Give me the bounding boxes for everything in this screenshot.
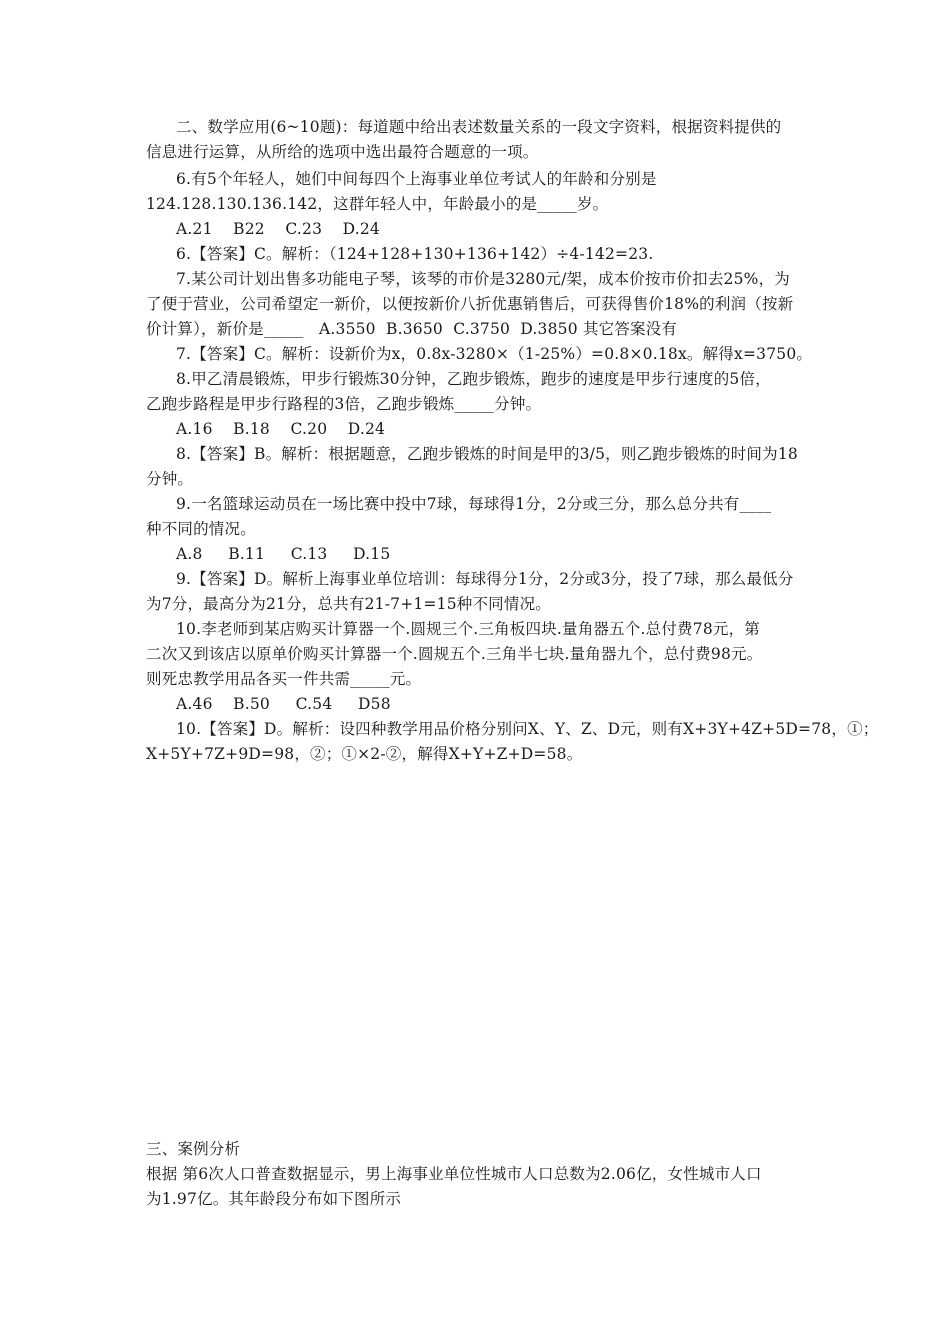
section2-heading-line2: 信息进行运算，从所给的选项中选出最符合题意的一项。 [146, 143, 539, 161]
q10-text-line3: 则死忠教学用品各买一件共需_____元。 [146, 670, 422, 688]
q6-text-line1: 6.有5个年轻人，她们中间每四个上海事业单位考试人的年龄和分别是 [176, 170, 657, 188]
q10-answer-line2: X+5Y+7Z+9D=98，②；①×2-②，解得X+Y+Z+D=58。 [146, 745, 583, 763]
q6-answer: 6.【答案】C。解析：（124+128+130+136+142）÷4-142=23. [176, 245, 654, 263]
q8-answer-line1: 8.【答案】B。解析：根据题意，乙跑步锻炼的时间是甲的3/5，则乙跑步锻炼的时间为18 [176, 445, 798, 463]
q8-answer-line2: 分钟。 [146, 470, 194, 488]
q8-text-line1: 8.甲乙清晨锻炼，甲步行锻炼30分钟，乙跑步锻炼，跑步的速度是甲步行速度的5倍， [176, 370, 771, 388]
section3-text-line2: 为1.97亿。其年龄段分布如下图所示 [146, 1190, 402, 1208]
q10-answer-line1: 10.【答案】D。解析：设四种教学用品价格分别问X、Y、Z、D元，则有X+3Y+4Z+5D=78，①； [176, 720, 879, 738]
q9-answer-line2: 为7分，最高分为21分，总共有21-7+1=15种不同情况。 [146, 595, 551, 613]
q7-text-line2: 了便于营业，公司希望定一新价，以便按新价八折优惠销售后，可获得售价18%的利润（按新 [146, 295, 794, 313]
q9-answer-line1: 9.【答案】D。解析上海事业单位培训：每球得分1分，2分或3分，投了7球，那么最低分 [176, 570, 794, 588]
q9-options: A.8 B.11 C.13 D.15 [176, 545, 391, 563]
q8-text-line2: 乙跑步路程是甲步行路程的3倍，乙跑步锻炼_____分钟。 [146, 395, 542, 413]
q6-options: A.21 B22 C.23 D.24 [176, 220, 380, 238]
q10-options: A.46 B.50 C.54 D58 [176, 695, 391, 713]
q6-text-line2: 124.128.130.136.142，这群年轻人中，年龄最小的是_____岁。 [146, 195, 609, 213]
q7-answer: 7.【答案】C。解析：设新价为x，0.8x-3280×（1-25%）=0.8×0.18x。解得x=3750。 [176, 345, 813, 363]
q9-text-line2: 种不同的情况。 [146, 520, 256, 538]
section2-heading-line1: 二、数学应用(6~10题)：每道题中给出表述数量关系的一段文字资料，根据资料提供的 [176, 118, 782, 136]
q7-text-line3: 价计算），新价是_____ A.3550 B.3650 C.3750 D.3850 其它答案没有 [146, 320, 678, 338]
q10-text-line2: 二次又到该店以原单价购买计算器一个.圆规五个.三角半七块.量角器九个，总付费98元。 [146, 645, 763, 663]
q10-text-line1: 10.李老师到某店购买计算器一个.圆规三个.三角板四块.量角器五个.总付费78元，第 [176, 620, 760, 638]
q8-options: A.16 B.18 C.20 D.24 [176, 420, 386, 438]
section3-heading: 三、案例分析 [146, 1140, 241, 1158]
section3-text-line1: 根据 第6次人口普查数据显示，男上海事业单位性城市人口总数为2.06亿，女性城市人口 [146, 1165, 762, 1183]
q7-text-line1: 7.某公司计划出售多功能电子琴，该琴的市价是3280元/架，成本价按市价扣去25%，为 [176, 270, 791, 288]
q9-text-line1: 9.一名篮球运动员在一场比赛中投中7球，每球得1分，2分或三分，那么总分共有____ [176, 495, 772, 513]
